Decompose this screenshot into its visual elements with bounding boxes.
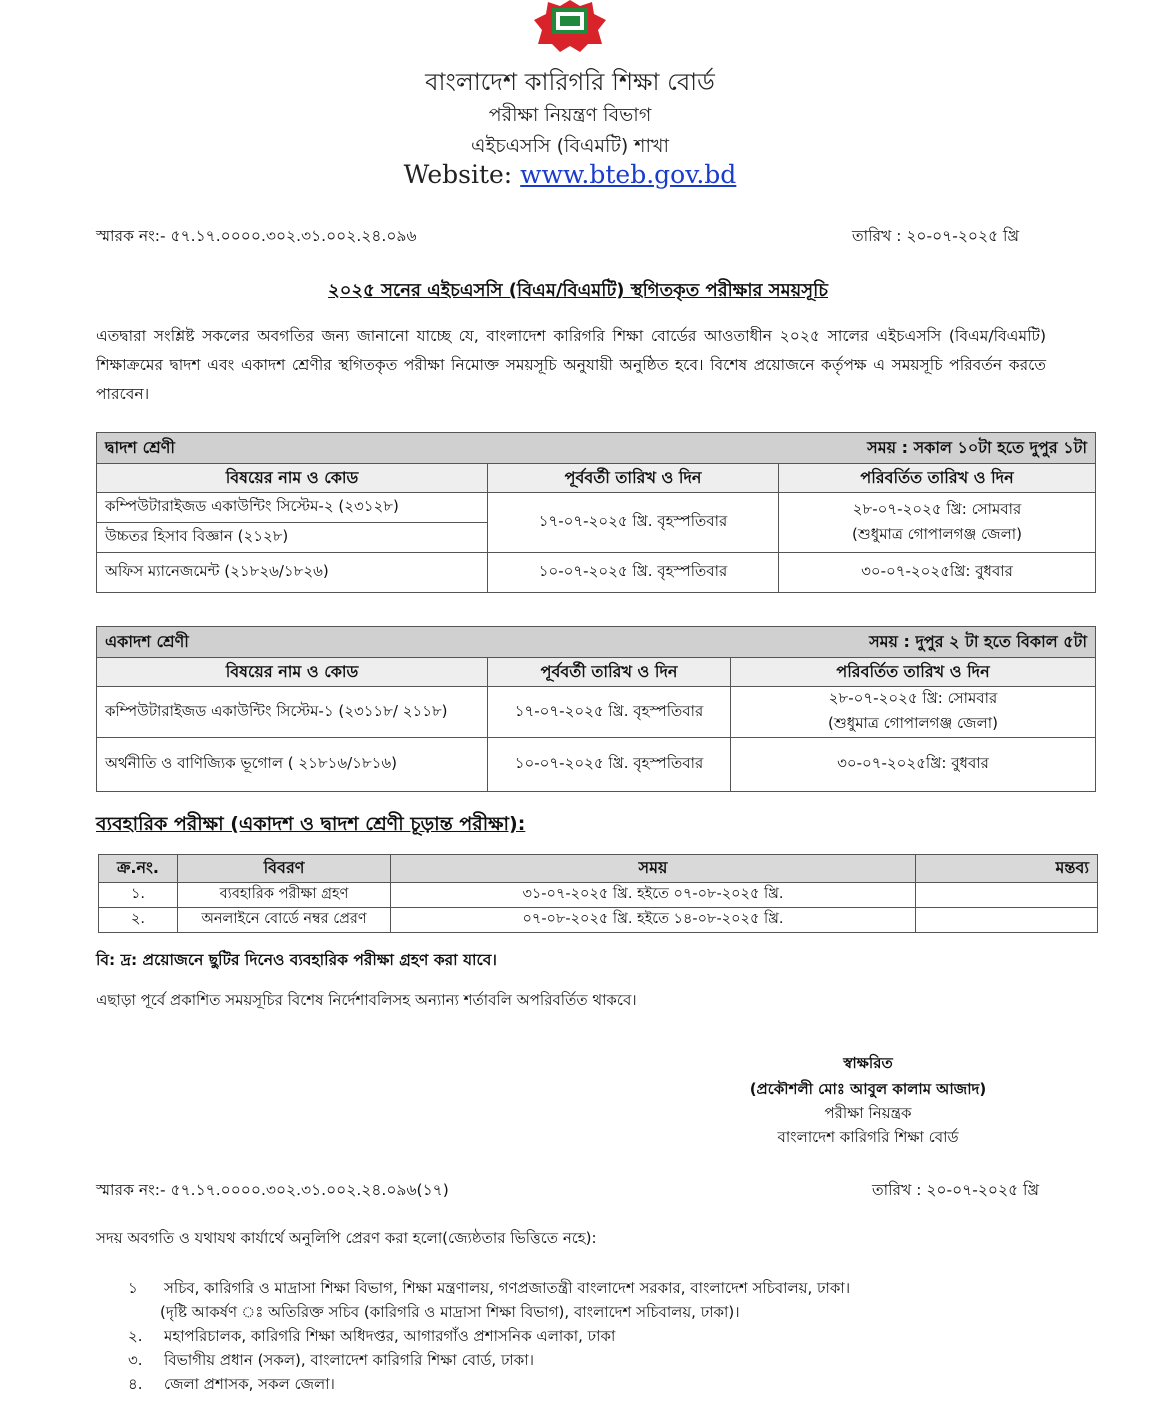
note-line-2: এছাড়া পূর্বে প্রকাশিত সময়সূচির বিশেষ নির্দেশাবলিসহ অন্যান্য শর্তাবলি অপরিবর্তিত থাকবে। [96,991,637,1009]
class11-band [97,627,1096,658]
class11-header-row [97,658,1096,687]
table-row [97,738,1096,792]
sl-cell: ২. [99,908,178,933]
memo2-ref: স্মারক নং:- ৫৭.১৭.০০০০.৩০২.৩১.০০২.২৪.০৯৬(১৭) [96,1181,449,1199]
sl-cell: ১. [99,883,178,908]
new-date-note: (শুধুমাত্র গোপালগঞ্জ জেলা) [852,524,1022,543]
col-desc: বিবরণ [178,855,391,883]
practical-header-row [99,855,1098,883]
memo-ref: স্মারক নং:- ৫৭.১৭.০০০০.৩০২.৩১.০০২.২৪.০৯৬ [96,227,417,245]
col-new: পরিবর্তিত তারিখ ও দিন [731,658,1096,687]
website-line [0,160,1140,189]
list-text: সচিব, কারিগরি ও মাদ্রাসা শিক্ষা বিভাগ, শিক্ষা মন্ত্রণালয়, গণপ্রজাতন্ত্রী বাংলাদেশ সরকার, বাংলাদেশ সচিবালয়, ঢাকা। [164,1279,851,1297]
cc-list [128,1276,850,1396]
table-row [97,493,1096,523]
signatory-designation: পরীক্ষা নিয়ন্ত্রক [824,1104,912,1122]
new-date: ২৮-০৭-২০২৫ খ্রি: সোমবার [852,499,1022,518]
practical-table [98,854,1098,933]
website-label: Website: [403,160,513,189]
list-text: জেলা প্রশাসক, সকল জেলা। [164,1375,335,1393]
list-text: (দৃষ্টি আকর্ষণ ঃ অতিরিক্ত সচিব (কারিগরি ও মাদ্রাসা শিক্ষা বিভাগ), বাংলাদেশ সচিবালয়, ঢাকা)। [160,1303,740,1321]
col-subject: বিষয়ের নাম ও কোড [97,658,488,687]
col-time: সময় [391,855,916,883]
memo-date: তারিখ : ২০-০৭-২০২৫ খ্রি [852,227,1020,245]
class12-band [97,433,1096,464]
prev-date-cell: ১৭-০৭-২০২৫ খ্রি. বৃহস্পতিবার [488,493,779,553]
time-cell: ০৭-০৮-২০২৫ খ্রি. হইতে ১৪-০৮-২০২৫ খ্রি. [391,908,916,933]
bteb-logo-icon [530,0,610,52]
signatory-org: বাংলাদেশ কারিগরি শিক্ষা বোর্ড [777,1128,959,1146]
list-item [128,1276,850,1300]
website-link[interactable]: www.bteb.gov.bd [520,160,737,189]
cc-intro: সদয় অবগতি ও যথাযথ কার্যার্থে অনুলিপি প্রেরণ করা হলো(জ্যেষ্ঠতার ভিত্তিতে নহে): [96,1229,597,1247]
prev-date-cell: ১৭-০৭-২০২৫ খ্রি. বৃহস্পতিবার [488,687,731,738]
remark-cell [916,908,1098,933]
list-text: বিভাগীয় প্রধান (সকল), বাংলাদেশ কারিগরি শিক্ষা বোর্ড, ঢাকা। [164,1351,534,1369]
intro-paragraph: এতদ্বারা সংশ্লিষ্ট সকলের অবগতির জন্য জানানো যাচ্ছে যে, বাংলাদেশ কারিগরি শিক্ষা বোর্ডের আওতাধীন ২০২৫ সালের এইচএসসি (বিএম/বিএমটি) শিক্ষাক্রমের দ্বাদশ এবং একাদশ শ্রেণীর স্থগিতকৃত পরীক্ষা নিমোক্ত সময়সূচি অনুযায়ী অনুষ্ঠিত হবে। বিশেষ প্রয়োজনে কর্তৃপক্ষ এ সময়সূচি পরিবর্তন করতে পারবেন। [96,327,1046,403]
new-date-cell [779,493,1096,553]
practical-heading: ব্যবহারিক পরীক্ষা (একাদশ ও দ্বাদশ শ্রেণী চূড়ান্ত পরীক্ষা): [96,813,526,835]
list-num: ৪. [128,1375,143,1393]
subject-cell: অফিস ম্যানেজমেন্ট (২১৮২৬/১৮২৬) [97,553,488,593]
prev-date-cell: ১০-০৭-২০২৫ খ্রি. বৃহস্পতিবার [488,738,731,792]
list-item [128,1348,850,1372]
class11-label: একাদশ শ্রেণী [97,627,731,658]
class12-table [96,432,1096,593]
prev-date-cell: ১০-০৭-২০২৫ খ্রি. বৃহস্পতিবার [488,553,779,593]
class12-label: দ্বাদশ শ্রেণী [97,433,779,464]
col-new: পরিবর্তিত তারিখ ও দিন [779,464,1096,493]
signatory-name: (প্রকৌশলী মোঃ আবুল কালাম আজাদ) [749,1080,987,1098]
col-sl: ক্র.নং. [99,855,178,883]
list-num: ১ [128,1279,138,1297]
desc-cell: ব্যবহারিক পরীক্ষা গ্রহণ [178,883,391,908]
class12-header-row [97,464,1096,493]
subject-cell: কম্পিউটারাইজড একাউন্টিং সিস্টেম-২ (২৩১২৮) [97,493,488,523]
subject-cell: উচ্চতর হিসাব বিজ্ঞান (২১২৮) [97,523,488,553]
list-item [160,1300,850,1324]
list-num: ৩. [128,1351,143,1369]
col-prev: পূর্ববর্তী তারিখ ও দিন [488,658,731,687]
col-remark: মন্তব্য [916,855,1098,883]
table-row [97,687,1096,738]
table-row [99,908,1098,933]
dept-name: পরীক্ষা নিয়ন্ত্রণ বিভাগ [488,104,652,126]
signed-label: স্বাক্ষরিত [843,1054,893,1072]
new-date-note: (শুধুমাত্র গোপালগঞ্জ জেলা) [828,714,998,732]
org-name: বাংলাদেশ কারিগরি শিক্ষা বোর্ড [425,68,715,96]
list-item [128,1324,850,1348]
class12-time: সময় : সকাল ১০টা হতে দুপুর ১টা [779,433,1096,464]
subject-cell: অর্থনীতি ও বাণিজ্যিক ভূগোল ( ২১৮১৬/১৮১৬) [97,738,488,792]
new-date-cell [731,687,1096,738]
new-date-cell: ৩০-০৭-২০২৫খ্রি: বুধবার [731,738,1096,792]
time-cell: ৩১-০৭-২০২৫ খ্রি. হইতে ০৭-০৮-২০২৫ খ্রি. [391,883,916,908]
subject-cell: কম্পিউটারাইজড একাউন্টিং সিস্টেম-১ (২৩১১৮/ ২১১৮) [97,687,488,738]
table-row [97,553,1096,593]
remark-cell [916,883,1098,908]
table-row [99,883,1098,908]
list-num: ২. [128,1327,143,1345]
list-text: মহাপরিচালক, কারিগরি শিক্ষা অধিদপ্তর, আগারগাঁও প্রশাসনিক এলাকা, ঢাকা [164,1327,616,1345]
col-prev: পূর্ববর্তী তারিখ ও দিন [488,464,779,493]
col-subject: বিষয়ের নাম ও কোড [97,464,488,493]
new-date-cell: ৩০-০৭-২০২৫খ্রি: বুধবার [779,553,1096,593]
desc-cell: অনলাইনে বোর্ডে নম্বর প্রেরণ [178,908,391,933]
notice-title: ২০২৫ সনের এইচএসসি (বিএম/বিএমটি) স্থগিতকৃত পরীক্ষার সময়সূচি [328,280,828,301]
class11-table [96,626,1096,792]
new-date: ২৮-০৭-২০২৫ খ্রি: সোমবার [828,689,998,707]
note-line: বি: দ্র: প্রয়োজনে ছুটির দিনেও ব্যবহারিক পরীক্ষা গ্রহণ করা যাবে। [96,951,497,969]
list-item [128,1372,850,1396]
class11-time: সময় : দুপুর ২ টা হতে বিকাল ৫টা [731,627,1096,658]
memo2-date: তারিখ : ২০-০৭-২০২৫ খ্রি [872,1181,1040,1199]
branch-name: এইচএসসি (বিএমটি) শাখা [470,135,670,157]
